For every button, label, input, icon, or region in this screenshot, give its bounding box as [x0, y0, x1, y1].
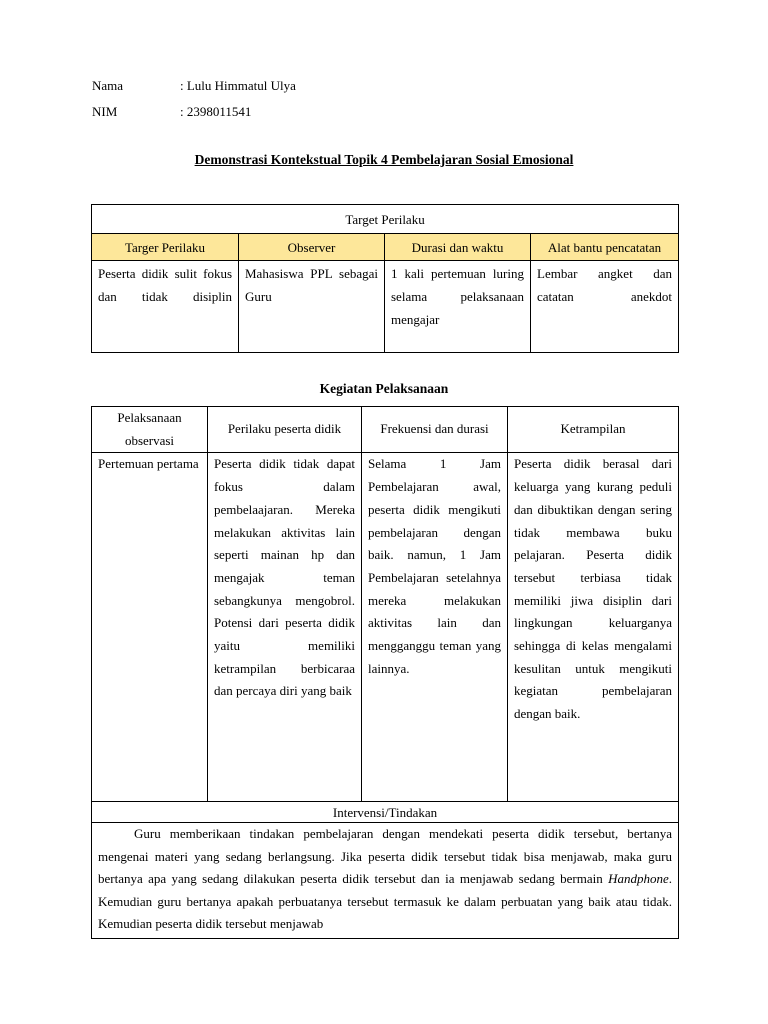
intervention-text — [92, 823, 679, 939]
document-title — [0, 151, 768, 169]
target-header-duration: Durasi dan waktu — [385, 234, 531, 261]
target-behavior-table — [91, 204, 679, 353]
target-cell-observer: Mahasiswa PPL sebagai Guru — [239, 261, 385, 353]
target-table-caption: Target Perilaku — [92, 205, 679, 234]
activity-header-skill: Ketrampilan — [508, 407, 679, 453]
intervention-text-italic: Handphone — [608, 871, 669, 887]
nim-line — [92, 104, 251, 120]
target-cell-duration: 1 kali pertemuan luring selama pelaksanaan mengajar — [385, 261, 531, 353]
activity-header-frequency: Frekuensi dan durasi — [362, 407, 508, 453]
activity-header-observation: Pelaksanaan observasi — [92, 407, 208, 453]
activity-table — [91, 406, 679, 939]
name-label: Nama — [92, 78, 124, 93]
intervention-text-part-1: Guru memberikaan tindakan pembelajaran dengan mendekati peserta didik tersebut, bertanya mengenai materi yang sedang berlangsung. Jika peserta didik tersebut tidak bisa menjawab, maka guru bertanya apa yang sedang dilakukan peserta didik tersebut dan ia menjawab sedang bermain — [98, 826, 672, 887]
nim-label: NIM — [92, 104, 118, 119]
nim-value: : 2398011541 — [180, 104, 252, 119]
target-header-tools: Alat bantu pencatatan — [531, 234, 679, 261]
activity-cell-frequency: Selama 1 Jam Pembelajaran awal, peserta didik mengikuti pembelajaran dengan baik. namun, 1 Jam Pembelajaran setelahnya mereka melakukan aktivitas lain dan mengganggu teman yang lainnya. — [362, 453, 508, 802]
activity-section-title: Kegiatan Pelaksanaan — [319, 381, 449, 396]
document-title-text: Demonstrasi Kontekstual Topik 4 Pembelajaran Sosial Emosional — [194, 152, 574, 167]
target-cell-tools: Lembar angket dan catatan anekdot — [531, 261, 679, 353]
intervention-text-part-2: . Kemudian guru bertanya apakah perbuatanya tersebut termasuk ke dalam perbuatan yang baik atau tidak. Kemudian peserta didik tersebut menjawab — [98, 871, 672, 932]
intervention-title: Intervensi/Tindakan — [92, 802, 679, 823]
activity-cell-behavior: Peserta didik tidak dapat fokus dalam pembelaajaran. Mereka melakukan aktivitas lain seperti mainan hp dan mengajak teman sebangkunya mengobrol. Potensi dari peserta didik yaitu memiliki ketrampilan berbicaraa dan percaya diri yang baik — [208, 453, 362, 802]
target-cell-behavior: Peserta didik sulit fokus dan tidak disiplin — [92, 261, 239, 353]
name-line — [92, 78, 296, 94]
name-value: : Lulu Himmatul Ulya — [180, 78, 296, 93]
activity-header-behavior: Perilaku peserta didik — [208, 407, 362, 453]
target-header-behavior: Targer Perilaku — [92, 234, 239, 261]
target-header-observer: Observer — [239, 234, 385, 261]
activity-cell-observation: Pertemuan pertama — [92, 453, 208, 802]
activity-cell-skill: Peserta didik berasal dari keluarga yang kurang peduli dan dibuktikan dengan sering tidak membawa buku pelajaran. Peserta didik tersebut terbiasa tidak memiliki jiwa disiplin dari lingkungan keluarganya sehingga di kelas mengalami kesulitan untuk mengikuti kegiatan pembelajaran dengan baik. — [508, 453, 679, 802]
